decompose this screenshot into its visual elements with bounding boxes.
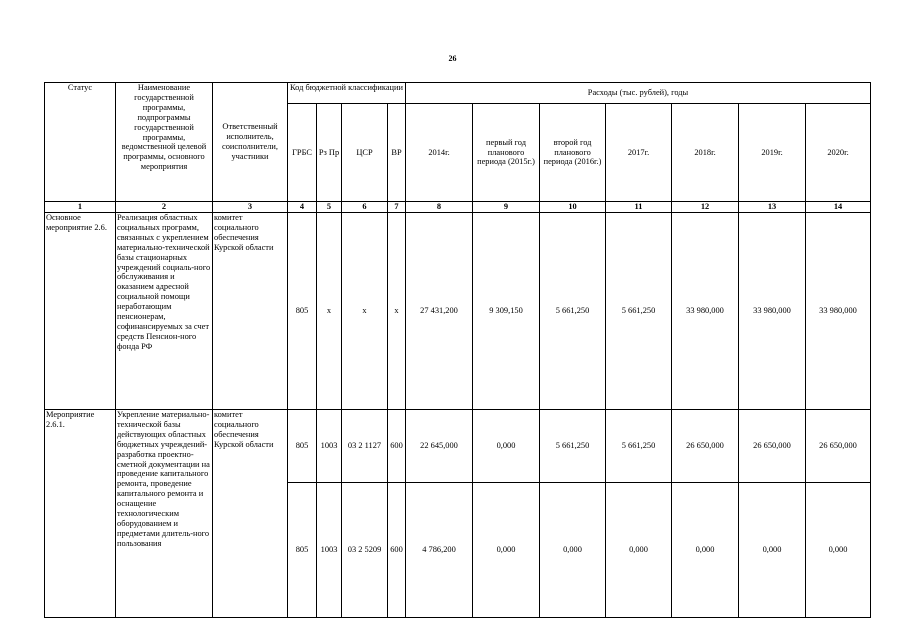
- row-name: Реализация областных социальных программ, связанных с укреплением материально-технической базы стационарных учреждений социаль-ного обслуживания и оказанием адресной социальной помощи неработающим пенсионерам, софинансируемых за счет средств Пенсион-ного фонда РФ: [116, 213, 213, 410]
- row-status: Основное мероприятие 2.6.: [45, 213, 116, 410]
- row-value-2015: 0,000: [473, 410, 540, 483]
- row-grbs: 805: [288, 483, 317, 618]
- budget-table: [44, 82, 871, 618]
- header-row-1: [45, 83, 871, 104]
- row-rzpr: х: [317, 213, 342, 410]
- row-value-2016: 0,000: [540, 483, 606, 618]
- row-rzpr: 1003: [317, 483, 342, 618]
- row-csr: 03 2 1127: [342, 410, 388, 483]
- table-row-activity-line-1: [45, 410, 871, 483]
- table-row-main-activity: [45, 213, 871, 410]
- row-vr: 600: [388, 410, 406, 483]
- row-value-2016: 5 661,250: [540, 213, 606, 410]
- row-value-2020: 26 650,000: [806, 410, 871, 483]
- row-csr: х: [342, 213, 388, 410]
- column-number: 13: [739, 202, 806, 213]
- row-grbs: 805: [288, 213, 317, 410]
- column-number-row: [45, 202, 871, 213]
- header-expenses: Расходы (тыс. рублей), годы: [406, 83, 871, 104]
- header-year-2015: первый год планового периода (2015г.): [473, 104, 540, 202]
- row-value-2020: 0,000: [806, 483, 871, 618]
- column-number: 9: [473, 202, 540, 213]
- column-number: 12: [672, 202, 739, 213]
- row-value-2015: 0,000: [473, 483, 540, 618]
- row-value-2019: 33 980,000: [739, 213, 806, 410]
- header-grbs: ГРБС: [288, 104, 317, 202]
- column-number: 1: [45, 202, 116, 213]
- header-name: Наименование государственной программы, подпрограммы государственной программы, ведомственной целевой программы, основного мероприятия: [116, 83, 213, 202]
- row-value-2014: 4 786,200: [406, 483, 473, 618]
- header-year-2018: 2018г.: [672, 104, 739, 202]
- column-number: 8: [406, 202, 473, 213]
- header-year-2014: 2014г.: [406, 104, 473, 202]
- header-executor: Ответственный исполнитель, соисполнители, участники: [213, 83, 288, 202]
- header-vr: ВР: [388, 104, 406, 202]
- row-value-2017: 5 661,250: [606, 410, 672, 483]
- column-number: 10: [540, 202, 606, 213]
- row-value-2019: 26 650,000: [739, 410, 806, 483]
- row-vr: 600: [388, 483, 406, 618]
- row-value-2019: 0,000: [739, 483, 806, 618]
- row-value-2018: 26 650,000: [672, 410, 739, 483]
- header-budget-code: Код бюджетной классификации: [288, 83, 406, 104]
- header-year-2020: 2020г.: [806, 104, 871, 202]
- row-name: Укрепление материально-технической базы действующих областных бюджетных учреждений-разработка проектно-сметной документации на проведение капитального ремонта, проведение капитального ремонта и оснащение технологическим оборудованием и предметами длитель-ного пользования: [116, 410, 213, 618]
- row-value-2016: 5 661,250: [540, 410, 606, 483]
- column-number: 14: [806, 202, 871, 213]
- column-number: 6: [342, 202, 388, 213]
- column-number: 2: [116, 202, 213, 213]
- row-status: Мероприятие 2.6.1.: [45, 410, 116, 618]
- row-value-2018: 0,000: [672, 483, 739, 618]
- row-grbs: 805: [288, 410, 317, 483]
- column-number: 11: [606, 202, 672, 213]
- header-year-2016: второй год планового периода (2016г.): [540, 104, 606, 202]
- row-rzpr: 1003: [317, 410, 342, 483]
- column-number: 7: [388, 202, 406, 213]
- row-value-2017: 0,000: [606, 483, 672, 618]
- header-year-2019: 2019г.: [739, 104, 806, 202]
- page-number: 26: [448, 54, 457, 63]
- column-number: 3: [213, 202, 288, 213]
- header-rzpr: Рз Пр: [317, 104, 342, 202]
- header-status: Статус: [45, 83, 116, 202]
- row-executor: комитет социального обеспечения Курской области: [213, 410, 288, 618]
- row-csr: 03 2 5209: [342, 483, 388, 618]
- row-value-2018: 33 980,000: [672, 213, 739, 410]
- row-vr: х: [388, 213, 406, 410]
- row-executor: комитет социального обеспечения Курской области: [213, 213, 288, 410]
- row-value-2014: 22 645,000: [406, 410, 473, 483]
- header-csr: ЦСР: [342, 104, 388, 202]
- column-number: 5: [317, 202, 342, 213]
- header-year-2017: 2017г.: [606, 104, 672, 202]
- row-value-2014: 27 431,200: [406, 213, 473, 410]
- row-value-2020: 33 980,000: [806, 213, 871, 410]
- column-number: 4: [288, 202, 317, 213]
- row-value-2017: 5 661,250: [606, 213, 672, 410]
- row-value-2015: 9 309,150: [473, 213, 540, 410]
